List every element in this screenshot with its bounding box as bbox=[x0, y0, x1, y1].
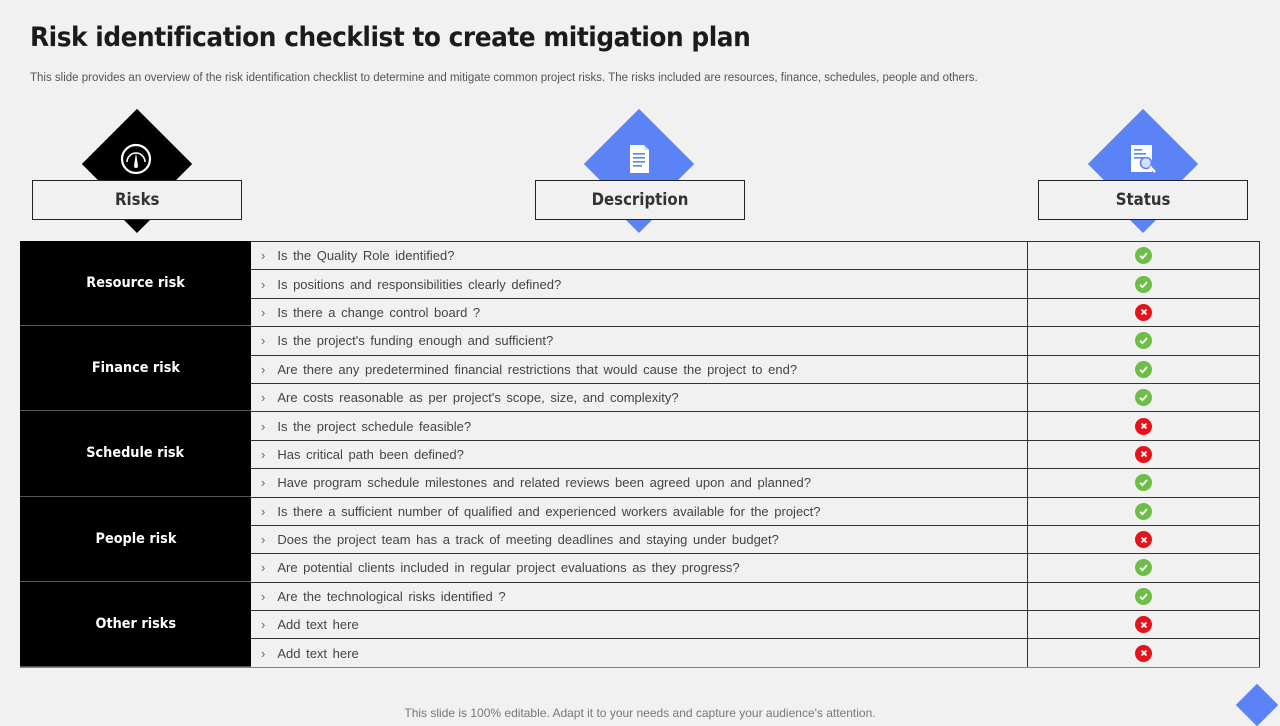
status-cell bbox=[1027, 554, 1260, 581]
cross-circle-icon bbox=[1135, 446, 1152, 463]
chevron-right-icon: › bbox=[261, 248, 266, 264]
chevron-right-icon: › bbox=[261, 532, 266, 548]
risk-category-cell bbox=[20, 411, 251, 496]
chevron-right-icon: › bbox=[261, 390, 266, 406]
status-cell bbox=[1027, 469, 1260, 496]
description-text: Are potential clients included in regular project evaluations as they progress? bbox=[277, 560, 740, 576]
cross-circle-icon bbox=[1135, 645, 1152, 662]
table-row bbox=[251, 241, 1260, 269]
table-row bbox=[251, 638, 1260, 666]
table-row bbox=[251, 326, 1260, 354]
description-header bbox=[535, 180, 745, 220]
description-cell bbox=[251, 412, 1027, 439]
status-cell bbox=[1027, 611, 1260, 638]
risk-category-label: Resource risk bbox=[86, 275, 185, 292]
description-text: Is the project's funding enough and sufficient? bbox=[277, 333, 554, 349]
risk-category-label: Other risks bbox=[95, 615, 176, 632]
check-circle-icon bbox=[1135, 332, 1152, 349]
description-text: Is positions and responsibilities clearly defined? bbox=[277, 276, 562, 292]
description-cell bbox=[251, 554, 1027, 581]
chevron-right-icon: › bbox=[261, 560, 266, 576]
table-row bbox=[251, 383, 1260, 411]
risk-category-cell bbox=[20, 241, 251, 326]
status-cell bbox=[1027, 356, 1260, 383]
status-cell bbox=[1027, 384, 1260, 411]
description-text: Add text here bbox=[277, 617, 359, 633]
risk-group bbox=[20, 497, 1260, 582]
chevron-right-icon: › bbox=[261, 617, 266, 633]
cross-circle-icon bbox=[1135, 304, 1152, 321]
chevron-right-icon: › bbox=[261, 645, 266, 661]
description-text: Has critical path been defined? bbox=[277, 446, 464, 462]
risks-header bbox=[32, 180, 242, 220]
risk-category-label: People risk bbox=[95, 530, 176, 547]
description-text: Is there a change control board ? bbox=[277, 304, 481, 320]
risk-category-cell bbox=[20, 497, 251, 582]
risk-group bbox=[20, 241, 1260, 326]
check-circle-icon bbox=[1135, 503, 1152, 520]
check-circle-icon bbox=[1135, 361, 1152, 378]
description-cell bbox=[251, 498, 1027, 525]
risk-category-label: Schedule risk bbox=[86, 445, 185, 462]
table-row bbox=[251, 497, 1260, 525]
chevron-right-icon: › bbox=[261, 361, 266, 377]
check-circle-icon bbox=[1135, 389, 1152, 406]
description-cell bbox=[251, 242, 1027, 269]
description-text: Is there a sufficient number of qualified and experienced workers available for the project? bbox=[277, 503, 821, 519]
status-cell bbox=[1027, 327, 1260, 354]
check-circle-icon bbox=[1135, 474, 1152, 491]
description-header-label: Description bbox=[591, 190, 689, 210]
table-row bbox=[251, 411, 1260, 439]
status-cell bbox=[1027, 299, 1260, 326]
chevron-right-icon: › bbox=[261, 333, 266, 349]
description-text: Are the technological risks identified ? bbox=[277, 588, 506, 604]
table-row bbox=[251, 525, 1260, 553]
status-header-label: Status bbox=[1115, 190, 1171, 210]
table-row bbox=[251, 269, 1260, 297]
table-row bbox=[251, 553, 1260, 581]
description-cell bbox=[251, 299, 1027, 326]
status-cell bbox=[1027, 498, 1260, 525]
check-circle-icon bbox=[1135, 559, 1152, 576]
cross-circle-icon bbox=[1135, 531, 1152, 548]
description-cell bbox=[251, 356, 1027, 383]
description-cell bbox=[251, 441, 1027, 468]
status-cell bbox=[1027, 242, 1260, 269]
description-cell bbox=[251, 327, 1027, 354]
check-circle-icon bbox=[1135, 588, 1152, 605]
description-cell bbox=[251, 611, 1027, 638]
status-header bbox=[1038, 180, 1248, 220]
description-header-pointer bbox=[625, 219, 653, 233]
status-cell bbox=[1027, 412, 1260, 439]
document-icon bbox=[622, 142, 656, 176]
description-cell bbox=[251, 639, 1027, 666]
description-text: Are there any predetermined financial restrictions that would cause the project to end? bbox=[277, 361, 798, 377]
risk-group bbox=[20, 326, 1260, 411]
description-text: Is the project schedule feasible? bbox=[277, 418, 472, 434]
page-title: Risk identification checklist to create mitigation plan bbox=[30, 22, 751, 53]
description-text: Is the Quality Role identified? bbox=[277, 248, 455, 264]
description-text: Are costs reasonable as per project's scope, size, and complexity? bbox=[277, 390, 679, 406]
risk-checklist-table bbox=[20, 241, 1260, 668]
table-row bbox=[251, 582, 1260, 610]
chevron-right-icon: › bbox=[261, 503, 266, 519]
risk-category-cell bbox=[20, 326, 251, 411]
status-cell bbox=[1027, 441, 1260, 468]
table-row bbox=[251, 298, 1260, 326]
chevron-right-icon: › bbox=[261, 418, 266, 434]
status-cell bbox=[1027, 526, 1260, 553]
chevron-right-icon: › bbox=[261, 446, 266, 462]
description-cell bbox=[251, 583, 1027, 610]
page-subtitle: This slide provides an overview of the risk identification checklist to determine and mitigate common project risks. The risks included are resources, finance, schedules, people and others. bbox=[30, 72, 978, 84]
check-circle-icon bbox=[1135, 247, 1152, 264]
table-row bbox=[251, 610, 1260, 638]
cross-circle-icon bbox=[1135, 616, 1152, 633]
status-cell bbox=[1027, 583, 1260, 610]
report-search-icon bbox=[1126, 142, 1160, 176]
status-cell bbox=[1027, 639, 1260, 666]
check-circle-icon bbox=[1135, 276, 1152, 293]
description-cell bbox=[251, 384, 1027, 411]
risks-header-pointer bbox=[123, 219, 151, 233]
table-row bbox=[251, 355, 1260, 383]
risk-category-label: Finance risk bbox=[91, 360, 180, 377]
table-row bbox=[251, 440, 1260, 468]
description-text: Add text here bbox=[277, 645, 359, 661]
chevron-right-icon: › bbox=[261, 304, 266, 320]
risks-header-label: Risks bbox=[114, 190, 160, 210]
description-cell bbox=[251, 526, 1027, 553]
status-header-pointer bbox=[1129, 219, 1157, 233]
description-text: Have program schedule milestones and related reviews been agreed upon and planned? bbox=[277, 475, 812, 491]
cross-circle-icon bbox=[1135, 418, 1152, 435]
footer-note: This slide is 100% editable. Adapt it to your needs and capture your audience's attention. bbox=[404, 706, 876, 720]
description-cell bbox=[251, 270, 1027, 297]
description-text: Does the project team has a track of meeting deadlines and staying under budget? bbox=[277, 532, 779, 548]
risk-category-cell bbox=[20, 582, 251, 667]
status-cell bbox=[1027, 270, 1260, 297]
table-row bbox=[251, 468, 1260, 496]
description-cell bbox=[251, 469, 1027, 496]
chevron-right-icon: › bbox=[261, 276, 266, 292]
risk-group bbox=[20, 411, 1260, 496]
risk-group bbox=[20, 582, 1260, 667]
chevron-right-icon: › bbox=[261, 588, 266, 604]
chevron-right-icon: › bbox=[261, 475, 266, 491]
speedometer-icon bbox=[119, 142, 153, 176]
